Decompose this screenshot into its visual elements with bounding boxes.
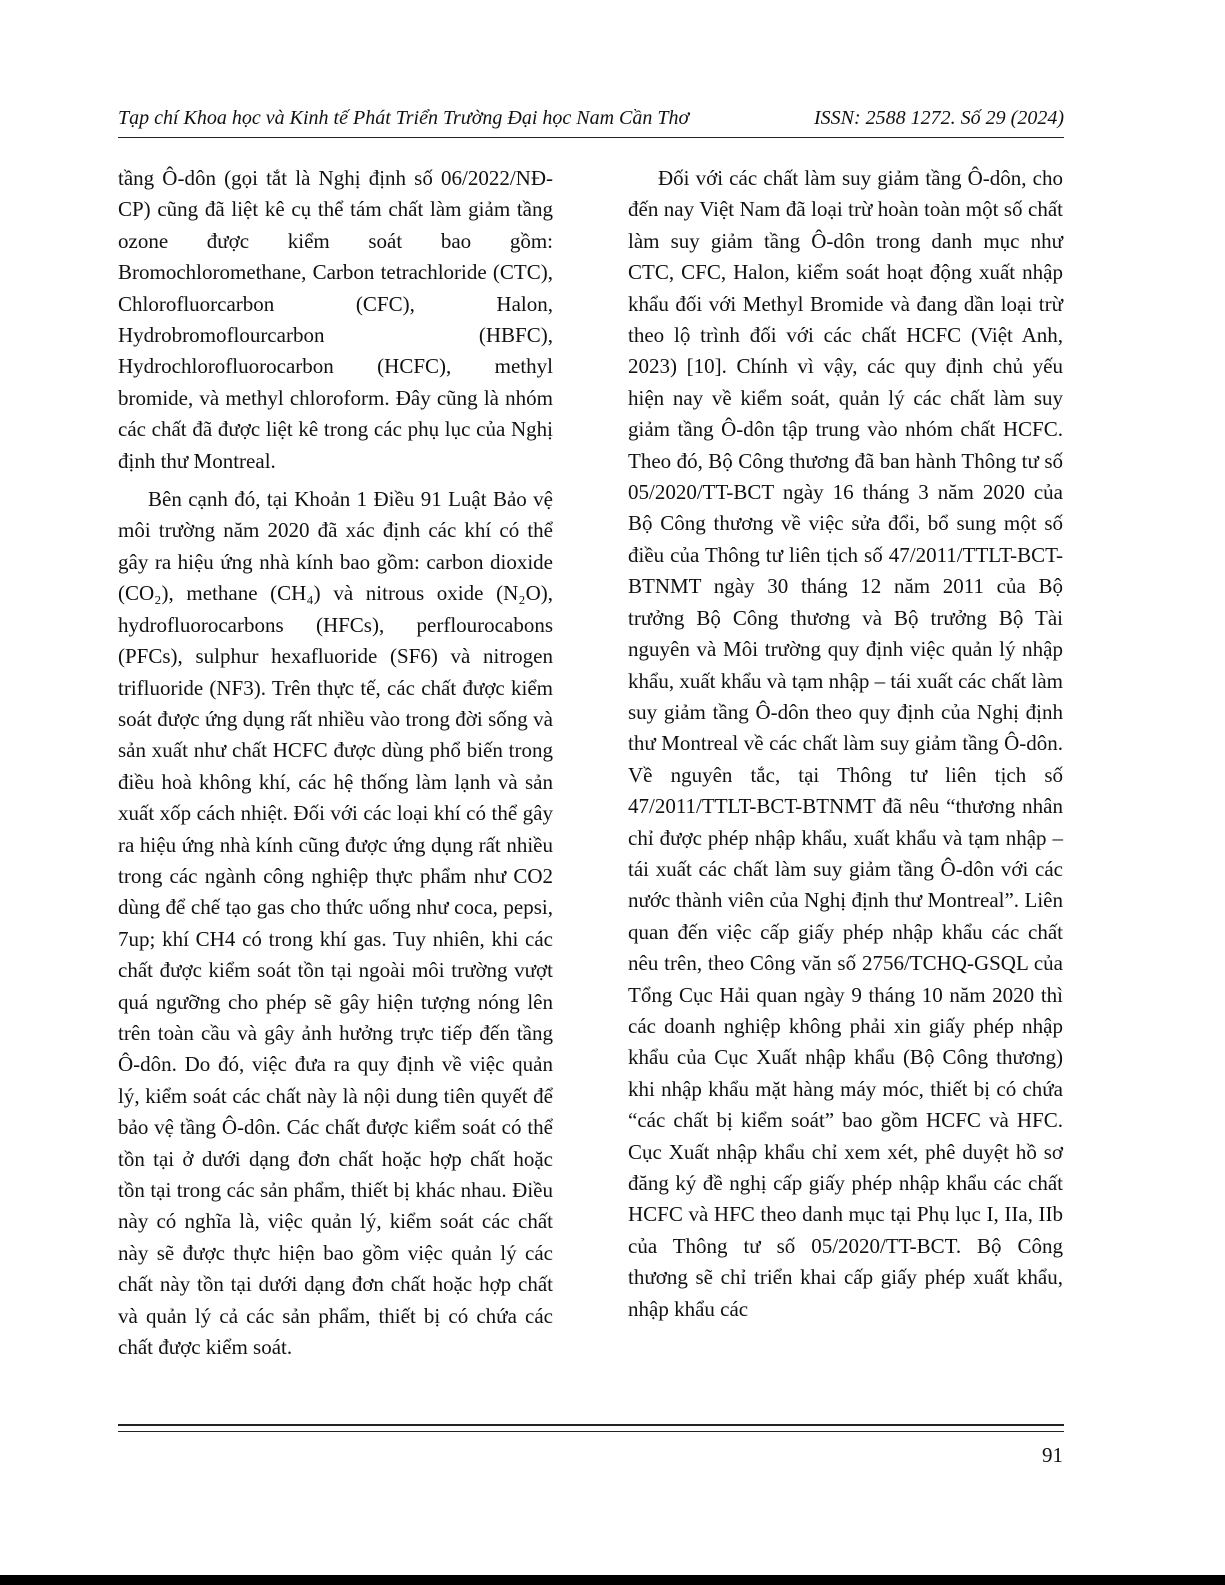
left-column [118,163,553,1363]
footer-divider-thick [118,1424,1064,1426]
footer-divider-thin [118,1431,1064,1432]
page-number: 91 [1042,1443,1063,1467]
body-paragraph: tầng Ô-dôn (gọi tắt là Nghị định số 06/2022/NĐ-CP) cũng đã liệt kê cụ thể tám chất làm giảm tầng ozone được kiểm soát bao gồm: Bromochloromethane, Carbon tetrachloride (CTC), Chlorofluorcarbon (CFC), Halon, Hydrobromoflourcarbon (HBFC), Hydrochlorofluorocarbon (HCFC), methyl bromide, và methyl chloroform. Đây cũng là nhóm các chất đã được liệt kê trong các phụ lục của Nghị định thư Montreal. [118,166,553,473]
body-paragraph: Bên cạnh đó, tại Khoản 1 Điều 91 Luật Bảo vệ môi trường năm 2020 đã xác định các khí có thể gây ra hiệu ứng nhà kính bao gồm: carbon dioxide (CO₂), methane (CH₄) và nitrous oxide (N₂O), hydrofluorocarbons (HFCs), perflourocabons (PFCs), sulphur hexafluoride (SF6) và nitrogen trifluoride (NF3). Trên thực tế, các chất được kiểm soát được ứng dụng rất nhiều vào trong đời sống và sản xuất như chất HCFC được dùng phổ biến trong điều hoà không khí, các hệ thống làm lạnh và sản xuất xốp cách nhiệt. Đối với các loại khí có thể gây ra hiệu ứng nhà kính cũng được ứng dụng rất nhiều trong các ngành công nghiệp thực phẩm như CO2 dùng để chế tạo gas cho thức uống như coca, pepsi, 7up; khí CH4 có trong khí gas. Tuy nhiên, khi các chất được kiểm soát tồn tại ngoài môi trường vượt quá ngưỡng cho phép sẽ gây hiện tượng nóng lên trên toàn cầu và gây ảnh hưởng trực tiếp đến tầng Ô-dôn. Do đó, việc đưa ra quy định về việc quản lý, kiểm soát các chất này là nội dung tiên quyết để bảo vệ tầng Ô-dôn. Các chất được kiểm soát có thể tồn tại ở dưới dạng đơn chất hoặc hợp chất hoặc tồn tại trong các sản phẩm, thiết bị khác nhau. Điều này có nghĩa là, việc quản lý, kiểm soát các chất này sẽ được thực hiện bao gồm việc quản lý các chất này tồn tại dưới dạng đơn chất hoặc hợp chất và quản lý cả các sản phẩm, thiết bị có chứa các chất được kiểm soát. [118,487,553,1360]
issn-issue: ISSN: 2588 1272. Số 29 (2024) [814,107,1064,129]
journal-title: Tạp chí Khoa học và Kinh tế Phát Triển Trường Đại học Nam Cần Thơ [118,107,690,129]
header-divider [118,137,1064,138]
body-paragraph: Đối với các chất làm suy giảm tầng Ô-dôn, cho đến nay Việt Nam đã loại trừ hoàn toàn một số chất làm suy giảm tầng Ô-dôn trong danh mục như CTC, CFC, Halon, kiểm soát hoạt động xuất nhập khẩu đối với Methyl Bromide và đang dần loại trừ theo lộ trình đối với các chất HCFC (Việt Anh, 2023) [10]. Chính vì vậy, các quy định chủ yếu hiện nay về kiểm soát, quản lý các chất làm suy giảm tầng Ô-dôn tập trung vào nhóm chất HCFC. Theo đó, Bộ Công thương đã ban hành Thông tư số 05/2020/TT-BCT ngày 16 tháng 3 năm 2020 của Bộ Công thương về việc sửa đổi, bổ sung một số điều của Thông tư liên tịch số 47/2011/TTLT-BCT-BTNMT ngày 30 tháng 12 năm 2011 của Bộ trưởng Bộ Công thương và Bộ trưởng Bộ Tài nguyên và Môi trường quy định việc quản lý nhập khẩu, xuất khẩu và tạm nhập – tái xuất các chất làm suy giảm tầng Ô-dôn theo quy định của Nghị định thư Montreal về các chất làm suy giảm tầng Ô-dôn. Về nguyên tắc, tại Thông tư liên tịch số 47/2011/TTLT-BCT-BTNMT đã nêu “thương nhân chỉ được phép nhập khẩu, xuất khẩu và tạm nhập – tái xuất các chất làm suy giảm tầng Ô-dôn với các nước thành viên của Nghị định thư Montreal”. Liên quan đến việc cấp giấy phép nhập khẩu các chất nêu trên, theo Công văn số 2756/TCHQ-GSQL của Tổng Cục Hải quan ngày 9 tháng 10 năm 2020 thì các doanh nghiệp không phải xin giấy phép nhập khẩu của Cục Xuất nhập khẩu (Bộ Công thương) khi nhập khẩu mặt hàng máy móc, thiết bị có chứa “các chất bị kiểm soát” bao gồm HCFC và HFC. Cục Xuất nhập khẩu chỉ xem xét, phê duyệt hồ sơ đăng ký đề nghị cấp giấy phép nhập khẩu các chất HCFC và HFC theo danh mục tại Phụ lục I, IIa, IIb của Thông tư số 05/2020/TT-BCT. Bộ Công thương sẽ chỉ triển khai cấp giấy phép xuất khẩu, nhập khẩu các [628,166,1064,1321]
right-column [628,163,1063,1325]
running-header [118,103,1064,133]
scan-border [0,1575,1225,1585]
